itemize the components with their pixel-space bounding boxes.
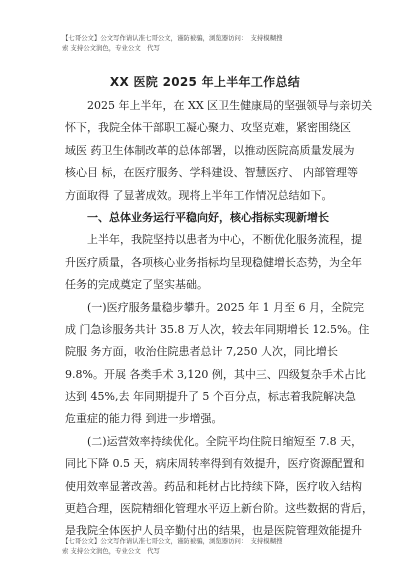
paragraph-line: (一)医疗服务量稳步攀升。2025 年 1 月至 6 月，全院完 (87, 300, 365, 314)
footer-line-2: 索 支持公文润色，专业公文 代写 (62, 547, 160, 555)
page-header (62, 33, 362, 53)
paragraph-line: 核心目 标，在医疗服务、学科建设、智慧医疗、 内部管理等 (65, 166, 358, 180)
paragraph-line: 2025 年上半年，在 XX 区卫生健康局的坚强领导与亲切关 (87, 99, 373, 112)
paragraph-line: 方面取得 了显著成效。现将上半年工作情况总结如下。 (65, 188, 333, 202)
paragraph-line: 更趋合理，医院精细化管理水平迈上新台阶。这些数据的背后， (65, 502, 373, 516)
paragraph-line: 达到 45%,去 年同期提升了 5 个百分点，标志着我院解决急 (65, 390, 356, 404)
paragraph-line: 域医 药卫生体制改革的总体部署，以推动医院高质量发展为 (65, 143, 355, 157)
paragraph-line: 同比下降 0.5 天，病床周转率得到有效提升，医疗资源配置和 (65, 457, 365, 471)
paragraph-line: 使用效率显著改善。药品和耗材占比持续下降，医疗收入结构 (65, 479, 362, 493)
paragraph-line: 任务的完成奠定了坚实基础。 (65, 278, 208, 292)
paragraph-line: 上半年，我院坚持以患者为中心，不断优化服务流程，提 (87, 233, 362, 247)
footer-line-1: 【七哥公文】公文写作请认准七哥公文，谨防被骗，浏览器访问： 支持模糊搜 (62, 537, 283, 545)
document-body (65, 95, 373, 543)
header-line-2: 索 支持公文润色，专业公文 代写 (62, 44, 160, 52)
paragraph-line: 院服 务方面，收治住院患者总计 7,250 人次，同比增长 (65, 345, 338, 359)
paragraph-line: 升医疗质量，各项核心业务指标均呈现稳健增长态势，为全年 (65, 255, 362, 269)
paragraph-line: (二)运营效率持续优化。全院平均住院日缩短至 7.8 天， (87, 434, 363, 448)
paragraph-line: 成 门急诊服务共计 35.8 万人次，较去年同期增长 12.5%。住 (65, 322, 370, 336)
page-footer (62, 536, 362, 556)
paragraph-line: 是我院全体医护人员辛勤付出的结果，也是医院管理效能提升 (65, 524, 362, 538)
header-line-1: 【七哥公文】公文写作请认准七哥公文，谨防被骗，浏览器访问： 支持模糊搜 (62, 34, 283, 42)
section-heading: 一、总体业务运行平稳向好，核心指标实现新增长 (87, 210, 329, 224)
paragraph-line: 怀下，我院全体干部职工凝心聚力、攻坚克难，紧密围绕区 (65, 121, 351, 135)
document-title: XX 医院 2025 年上半年工作总结 (109, 75, 301, 89)
paragraph-line: 危重症的能力得 到进一步增强。 (65, 412, 223, 426)
paragraph-line: 9.8%。开展 各类手术 3,120 例，其中三、四级复杂手术占比 (65, 367, 366, 381)
